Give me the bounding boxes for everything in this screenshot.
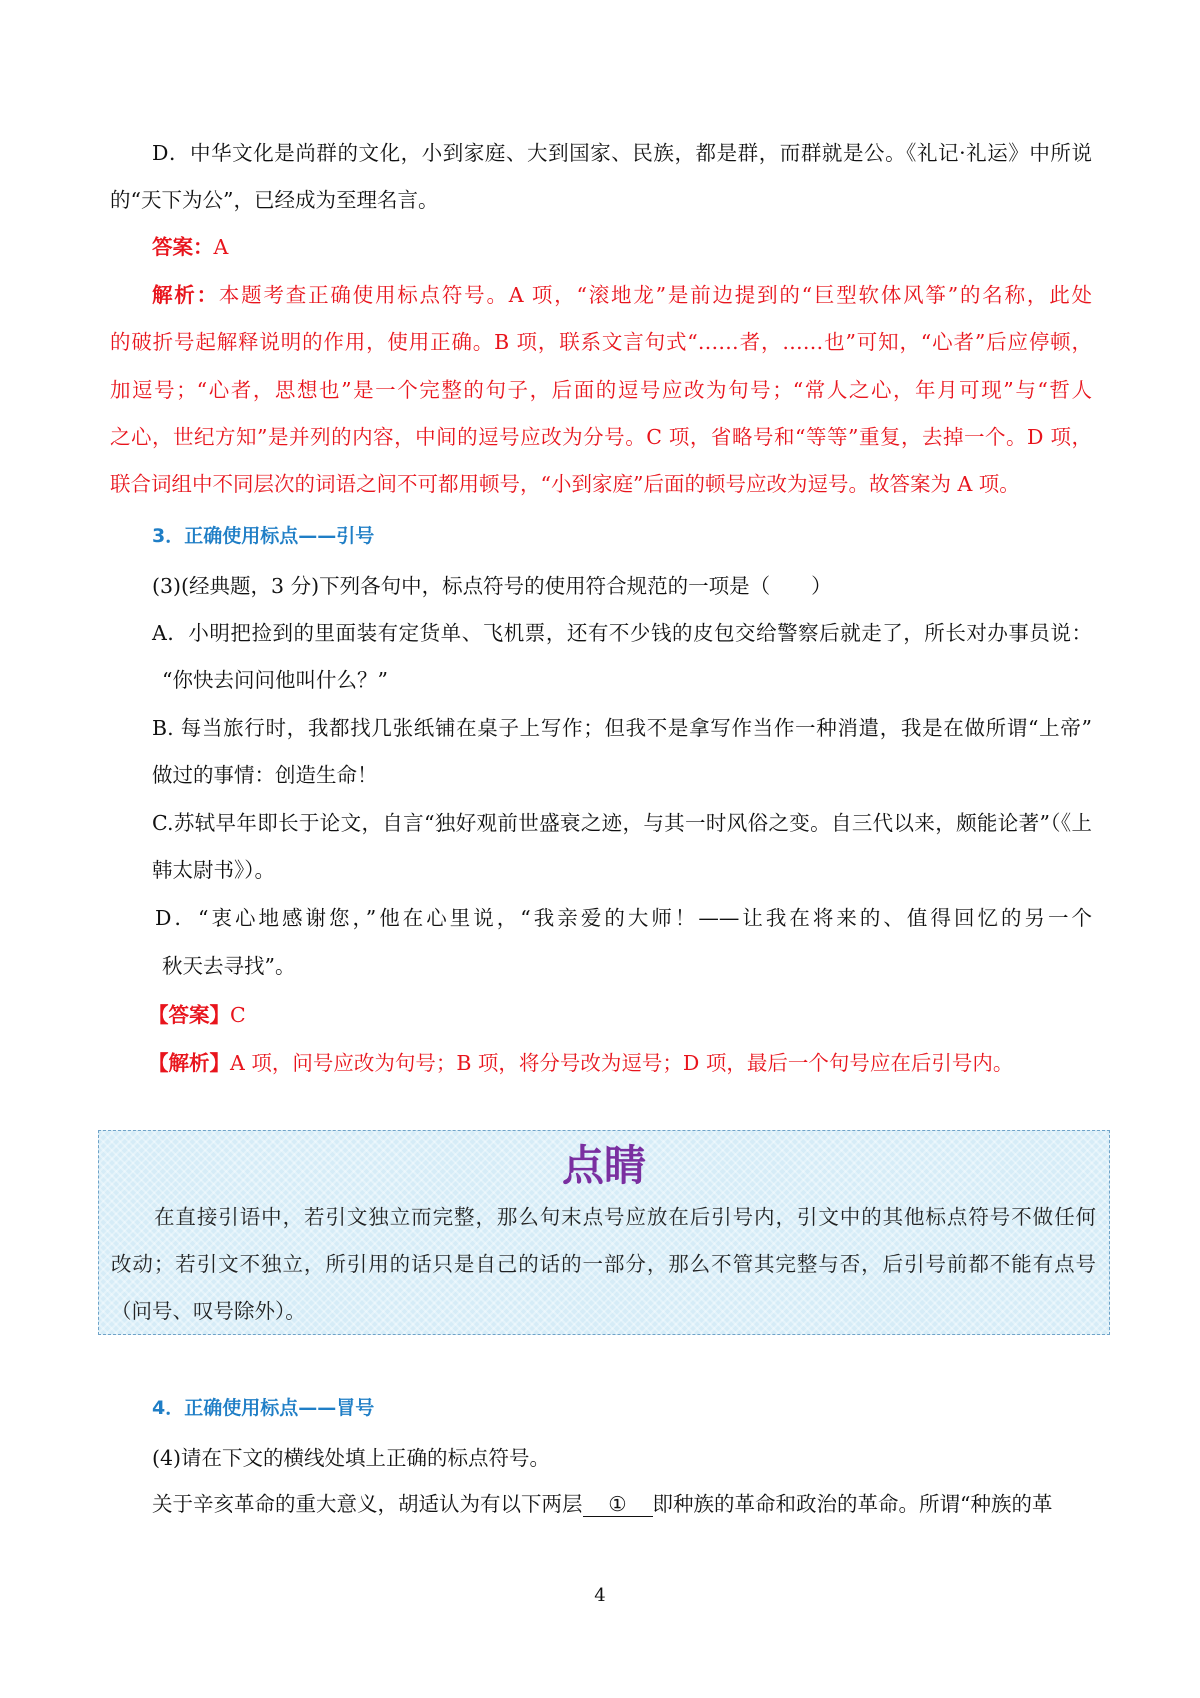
tip-box-title: 点睛	[561, 1141, 646, 1190]
answer-3-label: 【答案】	[148, 1003, 230, 1027]
tip-box-line3: （问号、叹号除外）。	[111, 1299, 306, 1323]
tip-box-line1: 在直接引语中，若引文独立而完整，那么句末点号应放在后引号内，引文中的其他标点符号不做任何	[154, 1205, 1096, 1229]
analysis-2-line2: 的破折号起解释说明的作用，使用正确。B 项，联系文言句式“……者，……也”可知，“心者”后应停顿，	[110, 330, 1092, 354]
option-d-line2-s3: 秋天去寻找”。	[162, 954, 296, 978]
section-3-question: (3)(经典题，3 分)下列各句中，标点符号的使用符合规范的一项是（ ）	[152, 574, 832, 598]
section-3-heading: 3．正确使用标点——引号	[152, 525, 375, 547]
answer-3	[148, 1001, 246, 1029]
answer-3-value: C	[230, 1003, 246, 1027]
option-d-line1: D．中华文化是尚群的文化，小到家庭、大到国家、民族，都是群，而群就是公。《礼记·礼运》中所说	[152, 141, 1092, 165]
analysis-3	[148, 1049, 1013, 1077]
option-b-line2: 做过的事情：创造生命！	[152, 763, 378, 787]
option-c-line1: C.苏轼早年即长于论文，自言“独好观前世盛衰之迹，与其一时风俗之变。自三代以来，颇能论著”（《上	[152, 811, 1092, 835]
passage-after: 即种族的革命和政治的革命。所谓“种族的革	[652, 1492, 1053, 1516]
option-c-line2: 韩太尉书》）。	[152, 858, 275, 882]
answer-value: A	[213, 235, 229, 259]
analysis-3-label: 【解析】	[148, 1051, 230, 1075]
section-4-heading: 4．正确使用标点——冒号	[152, 1397, 375, 1419]
answer-label: 答案：	[152, 235, 214, 259]
analysis-3-text: A 项，问号应改为句号；B 项，将分号改为逗号；D 项，最后一个句号应在后引号内。	[230, 1051, 1014, 1075]
option-d-line2: 的“天下为公”，已经成为至理名言。	[110, 188, 439, 212]
option-a-line2: “你快去问问他叫什么？”	[162, 668, 388, 692]
tip-box-line2: 改动；若引文不独立，所引用的话只是自己的话的一部分，那么不管其完整与否，后引号前都不能有点号	[111, 1252, 1096, 1276]
analysis-label: 解析：	[152, 283, 219, 307]
section-4-passage	[152, 1490, 1052, 1518]
analysis-2-line3: 加逗号；“心者，思想也”是一个完整的句子，后面的逗号应改为句号；“常人之心，年月可现”与“哲人	[110, 378, 1092, 402]
answer-2	[152, 233, 228, 261]
analysis-2-line4: 之心，世纪方知”是并列的内容，中间的逗号应改为分号。C 项，省略号和“等等”重复，去掉一个。D 项，	[110, 425, 1092, 449]
page-number: 4	[594, 1585, 606, 1606]
analysis-text: 本题考查正确使用标点符号。A 项，“滚地龙”是前边提到的“巨型软体风筝”的名称，此处	[218, 283, 1092, 307]
passage-before: 关于辛亥革命的重大意义，胡适认为有以下两层	[152, 1492, 583, 1516]
option-d-line1-s3: D．“衷心地感谢您，”他在心里说，“我亲爱的大师！——让我在将来的、值得回忆的另一个	[155, 906, 1092, 930]
option-b-line1: B. 每当旅行时，我都找几张纸铺在桌子上写作；但我不是拿写作当作一种消遣，我是在做所谓“上帝”	[152, 716, 1092, 740]
section-4-question: (4)请在下文的横线处填上正确的标点符号。	[152, 1446, 551, 1470]
tip-box	[98, 1130, 1110, 1335]
analysis-2-line1	[152, 281, 1092, 309]
option-a-line1: A．小明把捡到的里面装有定货单、飞机票，还有不少钱的皮包交给警察后就走了，所长对办事员说：	[152, 621, 1092, 645]
analysis-2-line5: 联合词组中不同层次的词语之间不可都用顿号，“小到家庭”后面的顿号应改为逗号。故答案为 A 项。	[110, 472, 1020, 496]
blank-1[interactable]: ①	[583, 1492, 653, 1517]
